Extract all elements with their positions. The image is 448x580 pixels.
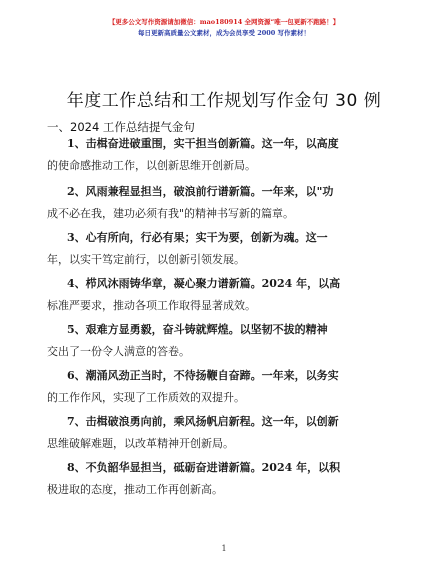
paragraph-line: 5、艰难方显勇毅，奋斗铸就辉煌。以坚韧不拔的精神 bbox=[67, 323, 328, 336]
paragraph-3 bbox=[47, 227, 407, 271]
paragraph-line: 2、风雨兼程显担当，破浪前行谱新篇。一年来，以"功 bbox=[67, 185, 334, 198]
section-heading: 一、2024 工作总结提气金句 bbox=[47, 120, 195, 134]
paragraph-line: 思维破解难题，以改革精神开创新局。 bbox=[47, 437, 234, 450]
paragraph-5 bbox=[47, 319, 407, 363]
promo-banner-line-2: 每日更新高质量公文素材，成为会员享受 2000 写作素材！ bbox=[137, 29, 311, 37]
paragraph-line: 极进取的态度，推动工作再创新高。 bbox=[47, 483, 223, 496]
paragraph-line: 8、不负韶华显担当，砥砺奋进谱新篇。2024 年，以积 bbox=[67, 461, 341, 474]
paragraph-line: 3、心有所向，行必有果；实干为要，创新为魂。这一 bbox=[67, 231, 328, 244]
paragraph-line: 交出了一份令人满意的答卷。 bbox=[47, 345, 190, 358]
page-number: 1 bbox=[221, 544, 227, 553]
paragraph-6 bbox=[47, 365, 407, 409]
paragraph-line: 6、潮涌风劲正当时，不待扬鞭自奋蹄。一年来，以务实 bbox=[67, 369, 339, 382]
paragraph-7 bbox=[47, 411, 407, 455]
promo-banner-line-1: 【更多公文写作资源请加微信：mao180914 全网资源“唯一包更新不跑路！】 bbox=[108, 18, 340, 26]
paragraph-line: 7、击楫破浪勇向前，乘风扬帆启新程。这一年，以创新 bbox=[67, 415, 339, 428]
paragraph-line: 年，以实干笃定前行，以创新引领发展。 bbox=[47, 253, 245, 266]
paragraph-2 bbox=[47, 181, 407, 225]
paragraph-4 bbox=[47, 273, 407, 317]
paragraph-8 bbox=[47, 457, 407, 501]
paragraph-1 bbox=[47, 133, 407, 177]
paragraph-line: 4、栉风沐雨铸华章，凝心聚力谱新篇。2024 年，以高 bbox=[67, 277, 341, 290]
paragraph-line: 的工作作风，实现了工作质效的双提升。 bbox=[47, 391, 245, 404]
paragraph-line: 标准严要求，推动各项工作取得显著成效。 bbox=[47, 299, 256, 312]
paragraph-line: 成不必在我，建功必须有我"的精神书写新的篇章。 bbox=[47, 207, 295, 220]
paragraph-line: 1、击楫奋进破重围，实干担当创新篇。这一年，以高度 bbox=[67, 137, 339, 150]
paragraph-line: 的使命感推动工作，以创新思维开创新局。 bbox=[47, 159, 256, 172]
document-title: 年度工作总结和工作规划写作金句 30 例 bbox=[66, 91, 382, 111]
